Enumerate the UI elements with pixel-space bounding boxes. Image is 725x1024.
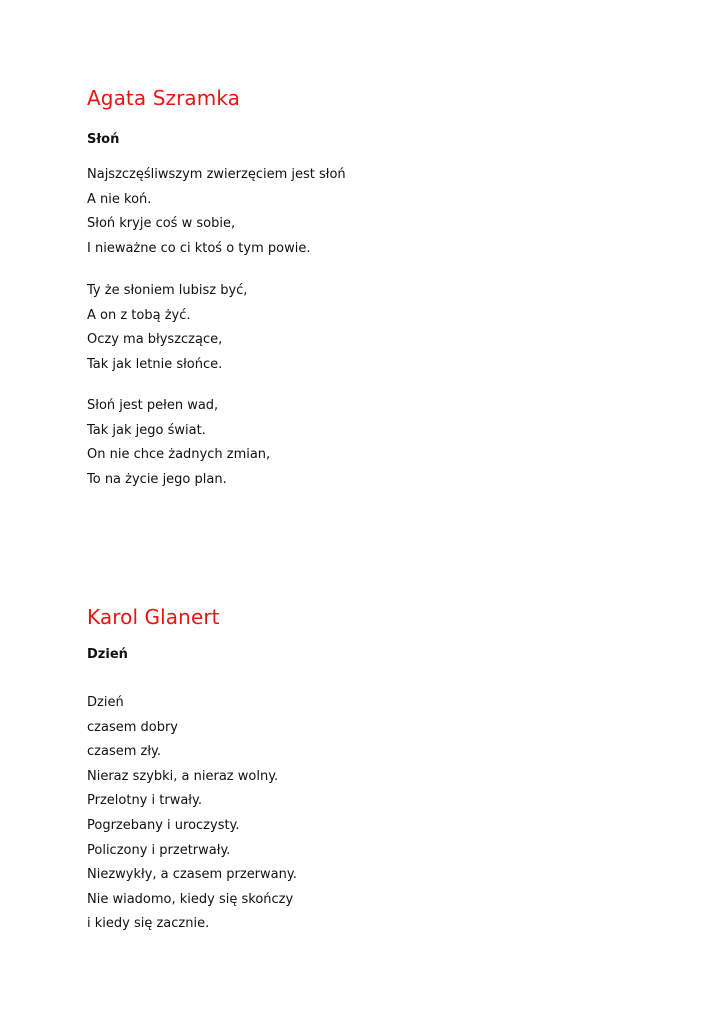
poem-line: Niezwykły, a czasem przerwany. xyxy=(87,867,297,883)
poem-line: I nieważne co ci ktoś o tym powie. xyxy=(87,240,311,256)
poem-line: i kiedy się zacznie. xyxy=(87,916,210,932)
poem-line: czasem zły. xyxy=(87,744,161,760)
poem-line: Dzień xyxy=(87,695,124,710)
poem-line: Policzony i przetrwały. xyxy=(87,842,231,858)
stanza xyxy=(87,163,346,261)
stanza xyxy=(87,691,297,937)
poem-line: Pogrzebany i uroczysty. xyxy=(87,817,240,833)
poem-author: Agata Szramka xyxy=(87,86,241,110)
poem-line: Słoń kryje coś w sobie, xyxy=(87,216,236,231)
poem-line: Nieraz szybki, a nieraz wolny. xyxy=(87,768,279,784)
poem-line: A on z tobą żyć. xyxy=(87,307,191,323)
poem-line: To na życie jego plan. xyxy=(87,471,227,487)
poem-title: Dzień xyxy=(87,647,128,662)
poem-title: Słoń xyxy=(87,132,120,147)
poem-line: Nie wiadomo, kiedy się skończy xyxy=(87,891,294,907)
poem-line: Tak jak letnie słońce. xyxy=(87,356,223,372)
poem-line: Oczy ma błyszczące, xyxy=(87,332,223,347)
poem-line: Ty że słoniem lubisz być, xyxy=(87,283,248,298)
stanza xyxy=(87,394,270,492)
poem-line: On nie chce żadnych zmian, xyxy=(87,447,271,462)
stanza xyxy=(87,279,247,377)
poem-line: A nie koń. xyxy=(87,191,152,207)
poem-line: czasem dobry xyxy=(87,719,178,735)
poem-author: Karol Glanert xyxy=(87,605,220,629)
poem-line: Słoń jest pełen wad, xyxy=(87,398,219,413)
poem-line: Przelotny i trwały. xyxy=(87,793,202,809)
poem-line: Tak jak jego świat. xyxy=(87,422,206,438)
poem-line: Najszczęśliwszym zwierzęciem jest słoń xyxy=(87,167,346,182)
